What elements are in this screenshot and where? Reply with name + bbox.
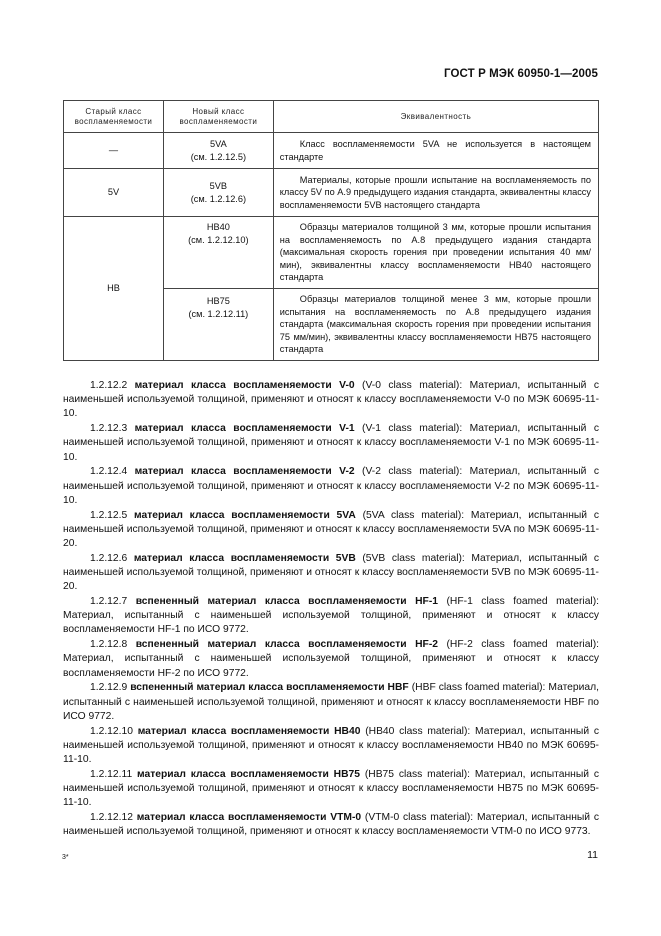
definition-paragraph [63,681,599,724]
defined-term: материал класса воспламеняемости 5VA [134,509,356,521]
new-class-name: HB75 [206,296,230,306]
defined-term: материал класса воспламеняемости HB75 [137,768,360,780]
equivalence-cell [273,217,598,289]
definition-paragraph [63,552,599,595]
definition-paragraph [63,509,599,552]
definition-text: (HF-1 class foamed material): Материал, испытанный с наименьшей используемой толщиной, применяют и относят к классу воспламеняемости HF-1 по ИСО 9772. [63,596,599,636]
definition-text: (V-1 class material): Материал, испытанный с наименьшей используемой толщиной, применяют и относят к классу воспламеняемости V-1 по МЭК 60695-11-10. [63,423,599,463]
clause-number: 1.2.12.7 [90,596,128,608]
clause-number: 1.2.12.9 [90,682,128,694]
new-class-cell [163,169,273,217]
clause-number: 1.2.12.5 [90,509,128,521]
new-class-cell [163,133,273,169]
definition-text: (HB40 class material): Материал, испытанный с наименьшей используемой толщиной, применяют и относят к классу воспламеняемости HB40 по МЭК 60695-11-10. [63,725,599,766]
defined-term: вспененный материал класса воспламеняемости HF-1 [135,596,438,608]
clause-number: 1.2.12.6 [90,552,128,564]
table-row [64,217,599,289]
new-class-name: 5VA [210,138,227,149]
new-class-reference: (см. 1.2.12.11) [188,308,249,319]
clause-number: 1.2.12.2 [90,380,128,391]
definition-paragraph [63,595,599,638]
definition-text: (V-0 class material): Материал, испытанный с наименьшей используемой толщиной, применяют и относят к классу воспламеняемости V-0 по МЭК 60695-11-10. [63,380,599,420]
new-class-reference: (см. 1.2.12.10) [188,234,249,245]
table-row [64,169,599,217]
equivalence-text: Образцы материалов толщиной 3 мм, которые прошли испытания на воспламеняемость по А.8 предыдущего издания стандарта (максимальная скорость горения при проведении испытания 40 мм/мин), эквивалентны классу воспламеняемости HB40 настоящего стандарта [279,222,591,283]
defined-term: вспененный материал класса воспламеняемости HBF [130,682,409,694]
definition-paragraph [63,725,599,768]
old-class-cell: HB [64,217,164,361]
document-header: ГОСТ Р МЭК 60950-1—2005 [444,68,598,80]
definitions-section [63,379,599,839]
equivalence-text: Образцы материалов толщиной менее 3 мм, которые прошли испытания на воспламеняемость по А.8 предыдущего издания стандарта (максимальная скорость горения при проведении испытания 75 мм/мин), эквивалентны классу воспламеняемости HB75 настоящего стандарта [279,294,591,355]
clause-number: 1.2.12.8 [90,639,128,651]
definition-text: (VTM-0 class material): Материал, испытанный с наименьшей используемой толщиной, применяют и относят к классу воспламеняемости VTM-0 по ИСО 9773. [63,812,599,838]
definition-paragraph [63,768,599,811]
flammability-equivalence-table [63,100,599,361]
definition-text: (HF-2 class foamed material): Материал, испытанный с наименьшей используемой толщиной, применяют и относят к классу воспламеняемости HF-2 по ИСО 9772. [63,639,599,679]
column-header-equivalence: Эквивалентность [273,101,598,133]
new-class-reference: (см. 1.2.12.5) [190,151,247,162]
definition-text: (5VB class material): Материал, испытанный с наименьшей используемой толщиной, применяют и относят к классу воспламеняемости 5VB по МЭК 60695-11-20. [63,552,599,593]
defined-term: материал класса воспламеняемости V-1 [134,423,355,435]
definition-text: (V-2 class material): Материал, испытанный с наименьшей используемой толщиной, применяют и относят к классу воспламеняемости V-2 по МЭК 60695-11-10. [63,466,599,506]
equivalence-text: Класс воспламеняемости 5VA не используется в настоящем стандарте [279,138,591,162]
new-class-name: 5VB [209,180,228,191]
table-header-row [64,101,599,133]
new-class-cell [163,289,273,361]
new-class-cell [163,217,273,289]
page-number: 11 [587,849,598,861]
table-row [64,133,599,169]
clause-number: 1.2.12.4 [90,466,128,478]
old-class-cell: 5V [64,169,164,217]
defined-term: материал класса воспламеняемости VTM-0 [136,812,362,824]
definition-paragraph [63,638,599,681]
clause-number: 1.2.12.3 [90,423,128,435]
equivalence-cell [273,289,598,361]
column-header-new-class: Новый класс воспламеняемости [163,101,273,133]
new-class-name: HB40 [206,222,230,232]
defined-term: материал класса воспламеняемости V-2 [134,466,355,478]
definition-paragraph [63,422,599,465]
defined-term: материал класса воспламеняемости HB40 [137,725,361,737]
definition-paragraph [63,465,599,508]
clause-number: 1.2.12.12 [90,812,133,824]
equivalence-text: Материалы, которые прошли испытание на воспламеняемость по классу 5V по А.9 предыдущего издания стандарта, эквивалентны классу воспламеняемости 5VB настоящего стандарта [279,174,591,210]
clause-number: 1.2.12.10 [90,725,133,737]
equivalence-cell [273,133,598,169]
new-class-reference: (см. 1.2.12.6) [190,193,247,204]
defined-term: вспененный материал класса воспламеняемости HF-2 [135,639,438,651]
defined-term: материал класса воспламеняемости V-0 [134,380,355,391]
definition-text: (5VA class material): Материал, испытанный с наименьшей используемой толщиной, применяют и относят к классу воспламеняемости 5VA по МЭК 60695-11-20. [63,509,599,550]
old-class-cell: — [64,133,164,169]
definition-paragraph [63,811,599,839]
equivalence-cell [273,169,598,217]
definition-paragraph [63,379,599,422]
definition-text: (HBF class foamed material): Материал, испытанный с наименьшей используемой толщиной, применяют и относят к классу воспламеняемости HBF по ИСО 9772. [63,682,599,722]
clause-number: 1.2.12.11 [90,768,133,780]
signature-mark: 3* [62,854,69,861]
column-header-old-class: Старый класс воспламеняемости [64,101,164,133]
defined-term: материал класса воспламеняемости 5VB [133,552,356,564]
definition-text: (HB75 class material): Материал, испытанный с наименьшей используемой толщиной, применяют и относят к классу воспламеняемости HB75 по МЭК 60695-11-10. [63,768,599,809]
